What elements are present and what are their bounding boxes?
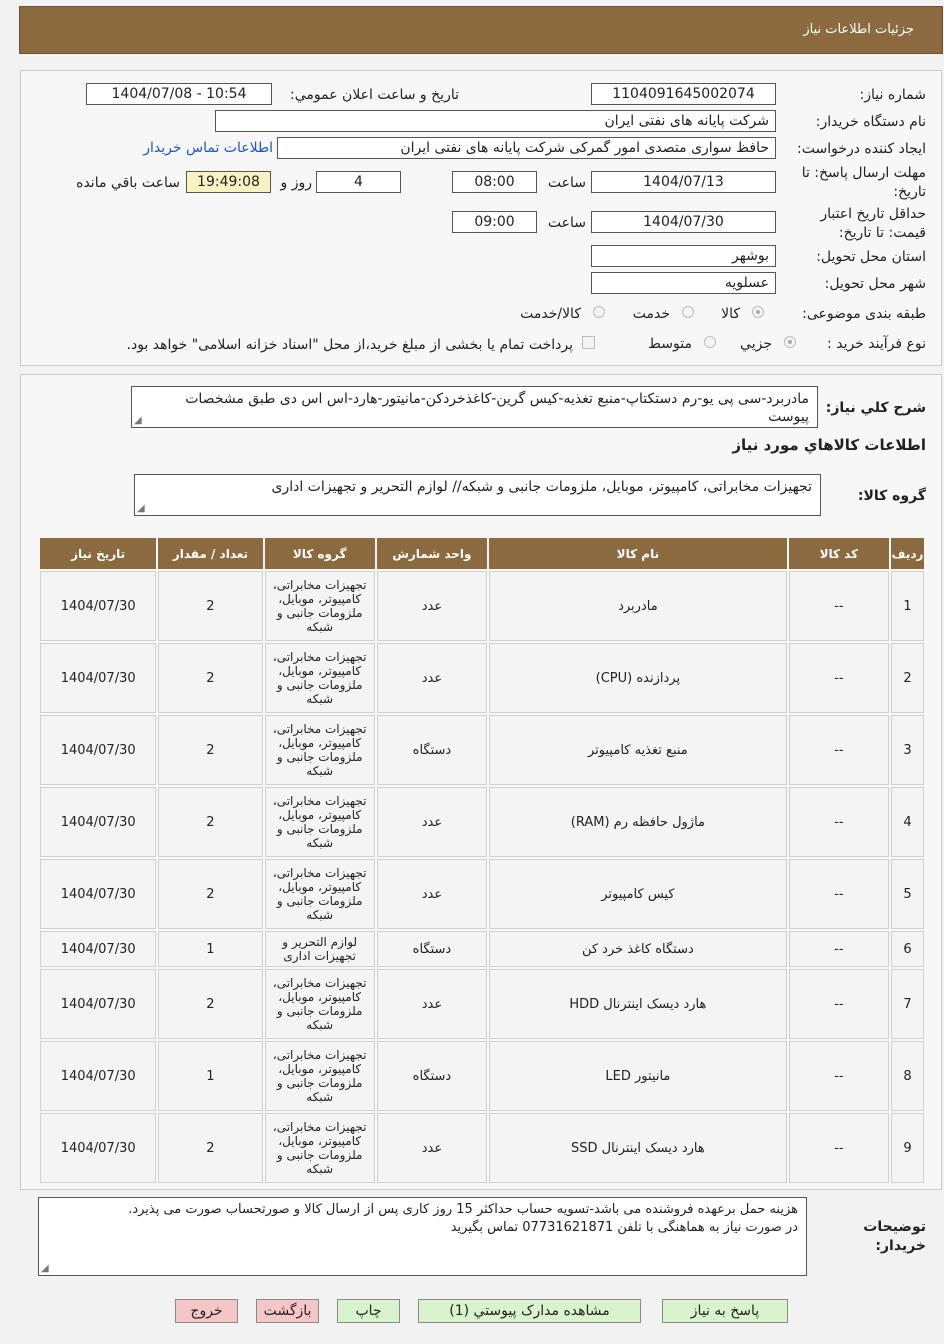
cell-unit: عدد [377,787,487,857]
process-option-minor: جزیي [740,336,772,352]
requester-label: ایجاد کننده درخواست: [797,141,926,157]
remaining-label: ساعت باقي مانده [76,175,180,191]
cell-date: 1404/07/30 [40,787,156,857]
summary-label: شرح کلي نیاز: [825,400,926,416]
goods-group-label: گروه کالا: [857,488,926,504]
table-row [40,787,924,857]
notes-textarea [38,1197,807,1276]
table-header-row [40,538,924,569]
cell-row: 4 [891,787,924,857]
goods-group-text: تجهیزات مخابراتی، کامپیوتر، موبایل، ملزومات جانبی و شبکه// لوازم التحریر و تجهیزات اداری [271,479,812,495]
cell-code: -- [789,715,889,785]
cell-unit: عدد [377,571,487,641]
header-code: کد کالا [789,538,889,569]
category-radio-service[interactable] [682,306,694,318]
cell-date: 1404/07/30 [40,1041,156,1111]
category-radio-goods[interactable] [752,306,764,318]
validity-time-field: 09:00 [452,211,537,233]
cell-name: منبع تغذیه کامپیوتر [489,715,787,785]
announce-label: تاریخ و ساعت اعلان عمومي: [290,87,459,103]
category-radio-goods-service[interactable] [593,306,605,318]
notes-line-2: در صورت نیاز به هماهنگی با تلفن 07731621871 تماس بگیرید [450,1220,798,1235]
category-option-goods-service: کالا/خدمت [520,306,581,322]
cell-unit: دستگاه [377,1041,487,1111]
cell-group: لوازم التحریر و تجهیزات اداری [265,931,375,967]
notes-line-1: هزینه حمل برعهده فروشنده می باشد-تسویه حساب حداکثر 15 روز کاری پس از ارسال کالا و صورتحساب صورت می پذیرد. [128,1202,798,1217]
summary-text: مادربرد-سی پی یو-رم دستکتاپ-منبع تغذیه-کیس گرین-کاغذخردکن-مانیتور-هارد-اس اس دی طبق مشخصات پیوست [185,391,809,425]
goods-group-textarea [134,474,821,516]
cell-name: کیس کامپیوتر [489,859,787,929]
table-row [40,1113,924,1183]
deadline-time-field: 08:00 [452,171,537,193]
deadline-time-label: ساعت [547,175,586,191]
cell-code: -- [789,859,889,929]
deadline-date-field: 1404/07/13 [591,171,776,193]
city-field: عسلویه [591,272,776,294]
cell-code: -- [789,643,889,713]
process-radio-medium[interactable] [704,336,716,348]
cell-code: -- [789,787,889,857]
days-label: روز و [280,175,312,191]
cell-row: 5 [891,859,924,929]
cell-group: تجهیزات مخابراتی، کامپیوتر، موبایل، ملزومات جانبی و شبکه [265,787,375,857]
cell-code: -- [789,969,889,1039]
buyer-org-field: شرکت پایانه های نفتی ایران [215,110,776,132]
items-table-wrap [38,536,926,1185]
cell-name: هارد دیسک اینترنال SSD [489,1113,787,1183]
table-row [40,931,924,967]
resize-handle-icon[interactable]: ◢ [137,503,145,514]
summary-textarea [131,386,818,428]
exit-button[interactable]: خروج [175,1299,238,1323]
cell-group: تجهیزات مخابراتی، کامپیوتر، موبایل، ملزومات جانبی و شبکه [265,643,375,713]
header-unit: واحد شمارش [377,538,487,569]
province-field: بوشهر [591,245,776,267]
need-number-field: 1104091645002074 [591,83,776,105]
cell-date: 1404/07/30 [40,859,156,929]
table-row [40,969,924,1039]
cell-row: 6 [891,931,924,967]
cell-qty: 2 [158,1113,262,1183]
items-table [38,536,926,1185]
buyer-contact-link[interactable]: اطلاعات تماس خریدار [143,140,273,156]
buyer-org-label: نام دستگاه خریدار: [815,114,926,130]
cell-qty: 2 [158,969,262,1039]
cell-qty: 2 [158,715,262,785]
cell-name: هارد دیسک اینترنال HDD [489,969,787,1039]
cell-unit: عدد [377,969,487,1039]
treasury-checkbox[interactable] [582,336,595,349]
cell-date: 1404/07/30 [40,931,156,967]
cell-row: 9 [891,1113,924,1183]
cell-group: تجهیزات مخابراتی، کامپیوتر، موبایل، ملزومات جانبی و شبکه [265,1113,375,1183]
cell-unit: عدد [377,859,487,929]
category-option-goods: کالا [721,306,740,322]
cell-code: -- [789,571,889,641]
validity-time-label: ساعت [547,215,586,231]
category-label: طبقه بندی موضوعی: [802,306,926,322]
page-title: جزئیات اطلاعات نیاز [803,22,914,37]
cell-qty: 2 [158,643,262,713]
header-date: تاریخ نیاز [40,538,156,569]
header-name: نام کالا [489,538,787,569]
cell-name: مانیتور LED [489,1041,787,1111]
cell-qty: 2 [158,787,262,857]
cell-date: 1404/07/30 [40,1113,156,1183]
back-button[interactable]: بازگشت [256,1299,319,1323]
treasury-note: پرداخت تمام یا بخشی از مبلغ خرید،از محل "اسناد خزانه اسلامی" خواهد بود. [126,337,573,353]
requester-field: حافظ سواری متصدی امور گمرکی شرکت پایانه های نفتی ایران [277,137,776,159]
cell-group: تجهیزات مخابراتی، کامپیوتر، موبایل، ملزومات جانبی و شبکه [265,1041,375,1111]
reply-button[interactable]: پاسخ به نیاز [662,1299,788,1323]
cell-qty: 2 [158,859,262,929]
cell-code: -- [789,1113,889,1183]
process-option-medium: متوسط [648,336,692,352]
cell-unit: عدد [377,643,487,713]
days-field: 4 [316,171,401,193]
table-row [40,1041,924,1111]
cell-code: -- [789,1041,889,1111]
cell-row: 2 [891,643,924,713]
cell-qty: 2 [158,571,262,641]
notes-label-2: خریدار: [875,1238,926,1254]
cell-group: تجهیزات مخابراتی، کامپیوتر، موبایل، ملزومات جانبی و شبکه [265,859,375,929]
table-row [40,643,924,713]
process-label: نوع فرآیند خرید : [827,336,926,352]
notes-label: توضیحات [863,1219,926,1235]
table-row [40,715,924,785]
cell-unit: دستگاه [377,931,487,967]
cell-group: تجهیزات مخابراتی، کامپیوتر، موبایل، ملزومات جانبی و شبکه [265,571,375,641]
table-row [40,571,924,641]
cell-date: 1404/07/30 [40,969,156,1039]
validity-date-field: 1404/07/30 [591,211,776,233]
cell-name: ماژول حافظه رم (RAM) [489,787,787,857]
cell-row: 7 [891,969,924,1039]
deadline-label: مهلت ارسال پاسخ: تا [801,165,926,181]
print-button[interactable]: چاپ [337,1299,400,1323]
category-option-service: خدمت [632,306,670,322]
cell-row: 1 [891,571,924,641]
deadline-label-2: تاریخ: [893,184,926,200]
cell-qty: 1 [158,1041,262,1111]
cell-row: 8 [891,1041,924,1111]
cell-row: 3 [891,715,924,785]
resize-handle-icon[interactable]: ◢ [41,1263,49,1274]
validity-label-2: قیمت: تا تاریخ: [838,225,926,241]
announce-field: 1404/07/08 - 10:54 [86,83,272,105]
cell-group: تجهیزات مخابراتی، کامپیوتر، موبایل، ملزومات جانبی و شبکه [265,715,375,785]
cell-name: پردازنده (CPU) [489,643,787,713]
cell-code: -- [789,931,889,967]
header-qty: تعداد / مقدار [158,538,262,569]
cell-name: دستگاه کاغذ خرد کن [489,931,787,967]
cell-unit: عدد [377,1113,487,1183]
cell-date: 1404/07/30 [40,715,156,785]
header-group: گروه کالا [265,538,375,569]
validity-label: حداقل تاریخ اعتبار [820,206,926,222]
cell-qty: 1 [158,931,262,967]
goods-info-title: اطلاعات کالاهاي مورد نیاز [732,436,926,454]
cell-date: 1404/07/30 [40,643,156,713]
province-label: استان محل تحویل: [816,249,926,265]
cell-unit: دستگاه [377,715,487,785]
remaining-time-field: 19:49:08 [186,171,271,193]
table-row [40,859,924,929]
cell-name: مادربرد [489,571,787,641]
cell-date: 1404/07/30 [40,571,156,641]
cell-group: تجهیزات مخابراتی، کامپیوتر، موبایل، ملزومات جانبی و شبکه [265,969,375,1039]
resize-handle-icon[interactable]: ◢ [134,415,142,426]
header-row-number: ردیف [891,538,924,569]
need-number-label: شماره نیاز: [859,87,926,103]
process-radio-minor[interactable] [784,336,796,348]
view-attachments-button[interactable]: مشاهده مدارک پیوستي (1) [418,1299,641,1323]
city-label: شهر محل تحویل: [824,276,926,292]
